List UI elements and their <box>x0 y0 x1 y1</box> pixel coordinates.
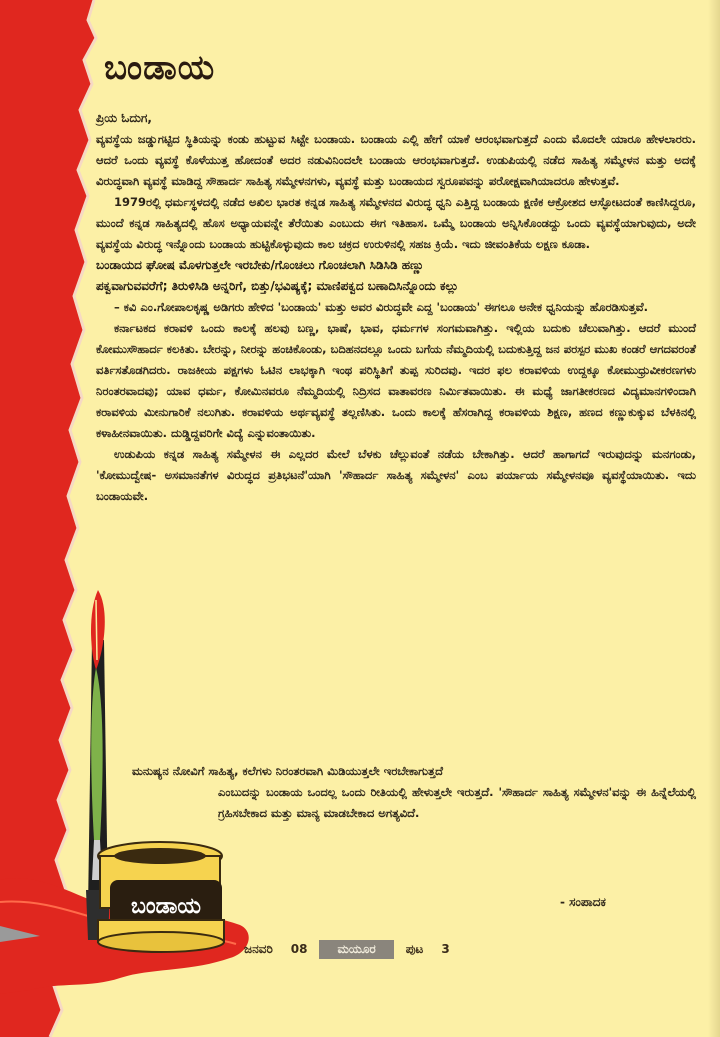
footer-magazine-name: ಮಯೂರ <box>319 940 393 959</box>
footer-page-number: 3 <box>441 942 450 956</box>
inkpot-icon <box>98 842 224 952</box>
paragraph-6-rest: ಎಂಬುದನ್ನು ಬಂಡಾಯ ಒಂದಲ್ಲ ಒಂದು ರೀತಿಯಲ್ಲಿ ಹೇಳುತ್ತಲೇ ಇರುತ್ತದೆ. 'ಸೌಹಾರ್ದ ಸಾಹಿತ್ಯ ಸಮ್ಮೇಳನ'ವನ್ನು ಈ ಹಿನ್ನೆಲೆಯಲ್ಲಿ ಗ್ರಹಿಸಬೇಕಾದ ಮತ್ತು ಮಾನ್ಯ ಮಾಡಬೇಕಾದ ಅಗತ್ಯವಿದೆ. <box>218 785 696 820</box>
page-title: ಬಂಡಾಯ <box>104 48 216 88</box>
editor-signature: - ಸಂಪಾದಕ <box>560 895 606 909</box>
editorial-body <box>96 108 696 507</box>
inkpot-label: ಬಂಡಾಯ <box>131 893 201 919</box>
footer-month: ಜನವರಿ <box>244 941 273 956</box>
paragraph-3: – ಕವಿ ಎಂ.ಗೋಪಾಲಕೃಷ್ಣ ಅಡಿಗರು ಹೇಳಿದ 'ಬಂಡಾಯ' ಮತ್ತು ಅವರ ವಿರುದ್ಧವೇ ಎದ್ದ 'ಬಂಡಾಯ' ಈಗಲೂ ಅನೇಕ ಧ್ವನಿಯನ್ನು ಹೊರಡಿಸುತ್ತವೆ. <box>114 300 648 314</box>
salutation: ಪ್ರಿಯ ಓದುಗ, <box>96 111 152 125</box>
paragraph-2: 1979ರಲ್ಲಿ ಧರ್ಮಸ್ಥಳದಲ್ಲಿ ನಡೆದ ಅಖಿಲ ಭಾರತ ಕನ್ನಡ ಸಾಹಿತ್ಯ ಸಮ್ಮೇಳನದ ವಿರುದ್ಧ ಧ್ವನಿ ಎತ್ತಿದ್ದ ಬಂಡಾಯ ಕ್ಷಣಿಕ ಆಕ್ರೋಶದ ಆಸ್ಫೋಟದಂತೆ ಕಾಣಿಸಿದ್ದರೂ, ಮುಂದೆ ಕನ್ನಡ ಸಾಹಿತ್ಯದಲ್ಲಿ ಹೊಸ ಅಧ್ಯಾಯವನ್ನೇ ತೆರೆಯಿತು ಎಂಬುದು ಈಗ ಇತಿಹಾಸ. ಒಮ್ಮೆ ಬಂಡಾಯ ಅನ್ನಿಸಿಕೊಂಡದ್ದು ಒಂದು ವ್ಯವಸ್ಥೆಯಾಗುವುದು, ಅದೇ ವ್ಯವಸ್ಥೆಯ ವಿರುದ್ಧ ಇನ್ನೊಂದು ಬಂಡಾಯ ಹುಟ್ಟಿಕೊಳ್ಳುವುದು ಕಾಲ ಚಕ್ರದ ಉರುಳಿನಲ್ಲಿ ಸಹಜ ಕ್ರಿಯೆ. ಇದು ಜೀವಂತಿಕೆಯ ಲಕ್ಷಣ ಕೂಡಾ. <box>96 195 696 251</box>
paragraph-4: ಕರ್ನಾಟಕದ ಕರಾವಳಿ ಒಂದು ಕಾಲಕ್ಕೆ ಹಲವು ಬಣ್ಣ, ಭಾಷೆ, ಭಾವ, ಧರ್ಮಗಳ ಸಂಗಮವಾಗಿತ್ತು. ಇಲ್ಲಿಯ ಬದುಕು ಚೆಲುವಾಗಿತ್ತು. ಆದರೆ ಮುಂದೆ ಕೋಮುಸೌಹಾರ್ದ ಕಲಕಿತು. ಬೇರನ್ನು, ನೀರನ್ನು ಹಂಚಿಕೊಂಡು, ಬದಿಹನದಲ್ಲೂ ಒಂದು ಬಗೆಯ ನೆಮ್ಮದಿಯಲ್ಲಿ ಬದುಕುತ್ತಿದ್ದ ಜನ ಪರಸ್ಪರ ಮುಖ ಕಂಡರೆ ಆಗದವರಂತೆ ವರ್ತಿಸತೊಡಗಿದರು. ರಾಜಕೀಯ ಪಕ್ಷಗಳು ಓಟಿನ ಲಾಭಕ್ಕಾಗಿ ಇಂಥ ಪರಿಸ್ಥಿತಿಗೆ ತುಪ್ಪ ಸುರಿದವು. ಇದರ ಫಲ ಕರಾವಳಿಯ ಉದ್ದಕ್ಕೂ ಕೋಮುಧ್ರುವೀಕರಣಗಳು ನಿರಂತರವಾದವು; ಯಾವ ಧರ್ಮ, ಕೋಮಿನವರೂ ನೆಮ್ಮದಿಯಲ್ಲಿ ನಿದ್ರಿಸದ ವಾತಾವರಣ ನಿರ್ಮಿತವಾಯಿತು. ಈ ಮಧ್ಯೆ ಜಾಗತೀಕರಣದ ವಿದ್ಯಮಾನಗಳಿಂದಾಗಿ ಕರಾವಳಿಯ ಮೀನುಗಾರಿಕೆ ನಲುಗಿತು. ಕರಾವಳಿಯ ಅರ್ಥವ್ಯವಸ್ಥೆ ತಲ್ಲಣಿಸಿತು. ಒಂದು ಕಾಲಕ್ಕೆ ಹೆಸರಾಗಿದ್ದ ಕರಾವಳಿಯ ಶಿಕ್ಷಣ, ಹಣದ ಕಣ್ಣುಕುಕ್ಕುವ ಬೆಳಕಿನಲ್ಲಿ ಕಳಾಹೀನವಾಯಿತು. ದುಡ್ಡಿದ್ದವರಿಗೇ ವಿದ್ಯೆ ಎನ್ನುವಂತಾಯಿತು. <box>96 321 696 440</box>
page-fold-shadow <box>708 0 720 1037</box>
quote-line-1: ಬಂಡಾಯದ ಘೋಷ ಮೊಳಗುತ್ತಲೇ ಇರಬೇಕು/ಗೊಂಚಲು ಗೊಂಚಲಾಗಿ ಸಿಡಿಸಿಡಿ ಹಣ್ಣು <box>96 258 425 272</box>
paragraph-1: ವ್ಯವಸ್ಥೆಯ ಜಡ್ಡುಗಟ್ಟಿದ ಸ್ಥಿತಿಯನ್ನು ಕಂಡು ಹುಟ್ಟುವ ಸಿಟ್ಟೇ ಬಂಡಾಯ. ಬಂಡಾಯ ಎಲ್ಲಿ ಹೇಗೆ ಯಾಕೆ ಆರಂಭವಾಗುತ್ತದೆ ಎಂದು ಮೊದಲೇ ಯಾರೂ ಹೇಳಲಾರರು. ಆದರೆ ಒಂದು ವ್ಯವಸ್ಥೆ ಕೊಳೆಯುತ್ತ ಹೋದಂತೆ ಅದರ ನಡುವಿನಿಂದಲೇ ಬಂಡಾಯ ಆರಂಭವಾಗುತ್ತದೆ. ಉಡುಪಿಯಲ್ಲಿ ನಡೆದ ಸಾಹಿತ್ಯ ಸಮ್ಮೇಳನ ಮತ್ತು ಅದಕ್ಕೆ ವಿರುದ್ಧವಾಗಿ ವ್ಯವಸ್ಥೆ ಮಾಡಿದ್ದ ಸೌಹಾರ್ದ ಸಾಹಿತ್ಯ ಸಮ್ಮೇಳನಗಳು, ವ್ಯವಸ್ಥೆ ಮತ್ತು ಬಂಡಾಯದ ಸ್ವರೂಪವನ್ನು ಪರೋಕ್ಷವಾಗಿಯಾದರೂ ಹೇಳುತ್ತವೆ. <box>96 132 696 188</box>
inkpot-and-pen-illustration <box>0 580 260 1037</box>
footer-year: 08 <box>290 942 308 956</box>
quote-line-2: ಪಕ್ವವಾಗುವವರೆಗೆ; ತಿರುಳಿಸಿಡಿ ಅನ್ನರಿಗೆ, ಬಿತ್ತು/ಭವಿಷ್ಯಕ್ಕೆ; ಮಾಣಿಪಕ್ವದ ಬಣಾದಿಸಿನ್ನೊಂದು ಕಲ್ಲು <box>96 279 459 293</box>
paragraph-5: ಉಡುಪಿಯ ಕನ್ನಡ ಸಾಹಿತ್ಯ ಸಮ್ಮೇಳನ ಈ ಎಲ್ಲದರ ಮೇಲೆ ಬೆಳಕು ಚೆಲ್ಲುವಂತೆ ನಡೆಯ ಬೇಕಾಗಿತ್ತು. ಆದರೆ ಹಾಗಾಗದೆ ಇರುವುದನ್ನು ಮನಗಂಡು, 'ಕೋಮುದ್ವೇಷ- ಅಸಮಾನತೆಗಳ ವಿರುದ್ಧದ ಪ್ರತಿಭಟನೆ'ಯಾಗಿ 'ಸೌಹಾರ್ದ ಸಾಹಿತ್ಯ ಸಮ್ಮೇಳನ' ಎಂಬ ಪರ್ಯಾಯ ಸಮ್ಮೇಳನವೂ ವ್ಯವಸ್ಥೆಯಾಯಿತು. ಇದು ಬಂಡಾಯವೇ. <box>96 447 696 503</box>
paragraph-6-first-line: ಮನುಷ್ಯನ ನೋವಿಗೆ ಸಾಹಿತ್ಯ, ಕಲೆಗಳು ನಿರಂತರವಾಗಿ ಮಿಡಿಯುತ್ತಲೇ ಇರಬೇಕಾಗುತ್ತದೆ <box>132 764 443 778</box>
footer-page-label: ಪುಟ <box>405 941 424 956</box>
page-footer <box>244 938 450 960</box>
